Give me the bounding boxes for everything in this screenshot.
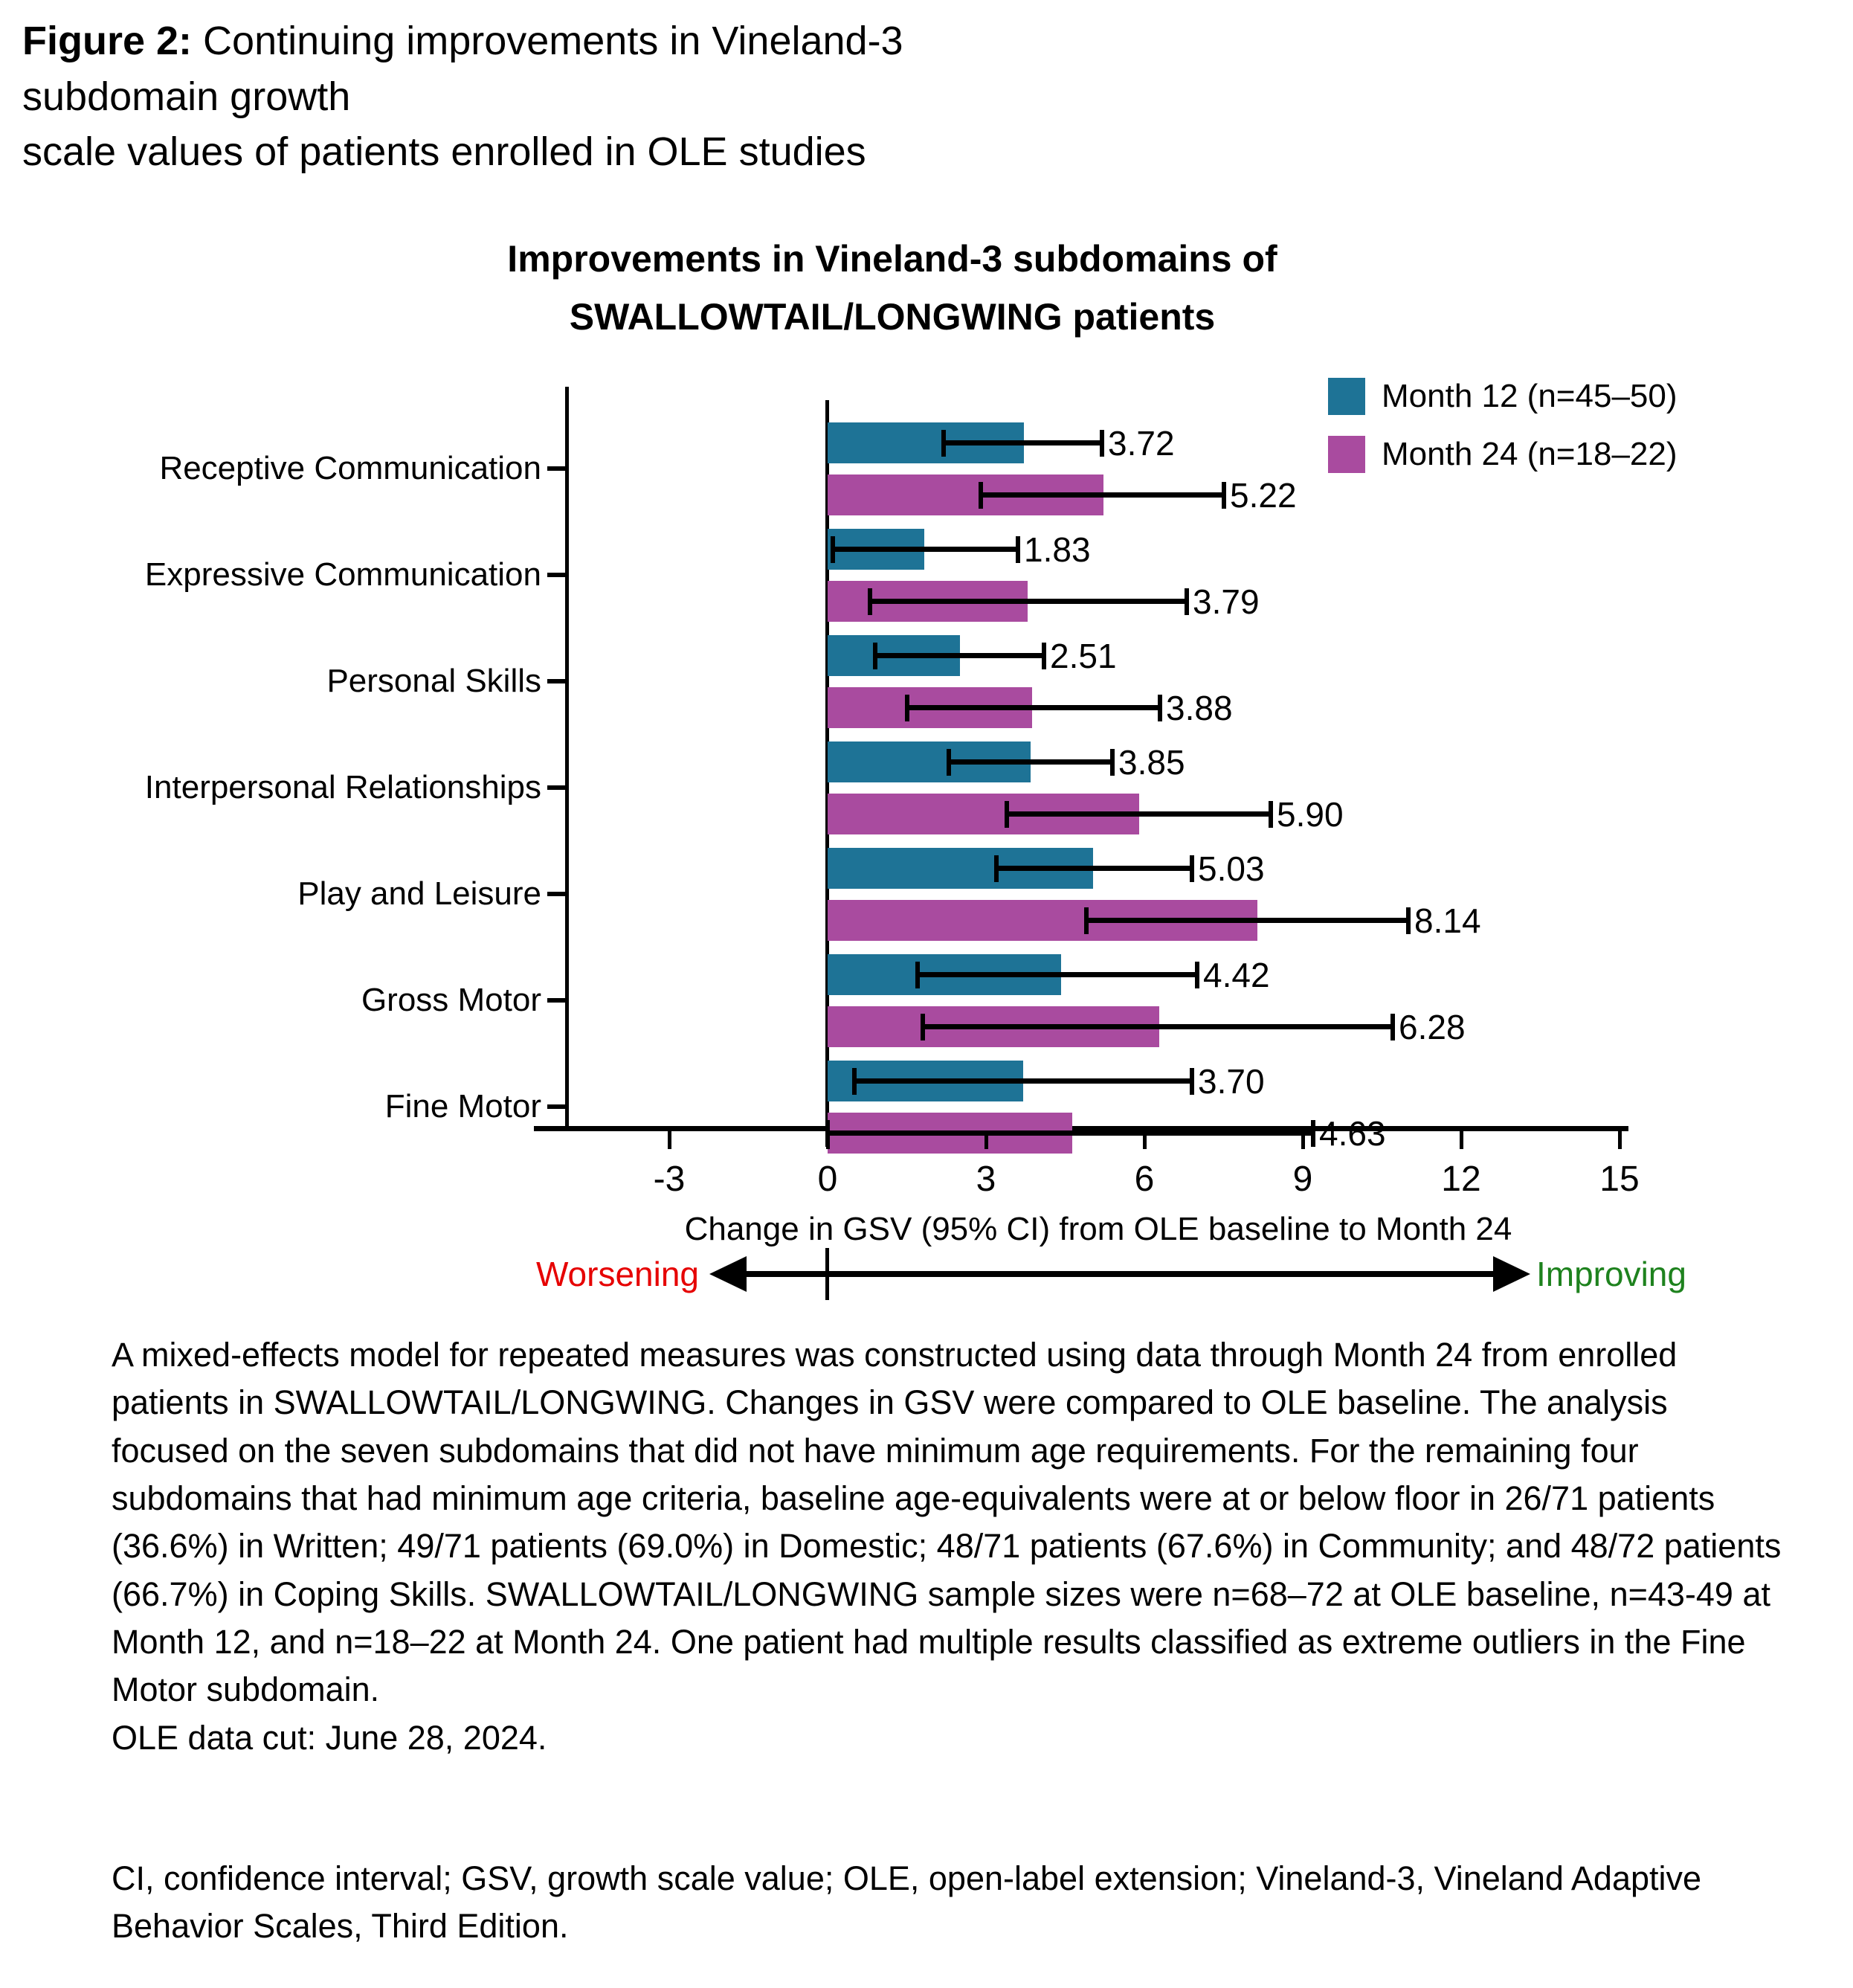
error-bar-cap-high	[1222, 482, 1226, 509]
category-label: Interpersonal Relationships	[144, 769, 541, 805]
footnote-main	[112, 1331, 1785, 1762]
x-axis-tick-label: -3	[653, 1159, 686, 1199]
direction-arrow-line	[745, 1271, 1495, 1277]
error-bar-line	[828, 1130, 1313, 1136]
x-axis-label: Change in GSV (95% CI) from OLE baseline to Month 24	[684, 1211, 1512, 1247]
error-bar-cap-low	[1005, 801, 1009, 828]
error-bar-cap-high	[1110, 749, 1115, 776]
bar-value-label: 3.79	[1193, 582, 1260, 621]
legend-swatch-icon	[1328, 436, 1365, 473]
bar-value-label: 1.83	[1024, 530, 1091, 569]
x-axis-tick	[668, 1131, 671, 1149]
category-tick	[547, 892, 567, 896]
error-bar-cap-high	[1100, 430, 1104, 457]
error-bar-cap-low	[915, 962, 920, 988]
error-bar-cap-high	[1269, 801, 1273, 828]
error-bar-cap-low	[905, 695, 909, 721]
arrow-left-icon	[709, 1256, 747, 1292]
chart-title-line1: Improvements in Vineland-3 subdomains of	[507, 238, 1277, 280]
arrow-right-icon	[1493, 1256, 1530, 1292]
bar-value-label: 2.51	[1050, 636, 1117, 675]
error-bar-line	[833, 547, 1018, 552]
improving-label: Improving	[1536, 1255, 1686, 1293]
bar-value-label: 3.88	[1166, 688, 1233, 727]
error-bar-line	[870, 599, 1187, 604]
error-bar-cap-high	[1195, 962, 1199, 988]
category-label: Receptive Communication	[159, 450, 541, 486]
footnote-main-text: A mixed-effects model for repeated measures was constructed using data through Month 24 from enrolled patients in SWALLOWTAIL/LONGWING. Changes in GSV were compared to OLE baseline. The analysis focused on the seven subdomains that did not have minimum age requirements. For the remaining four subdomains that had minimum age criteria, baseline age-equivalents were at or below floor in 26/71 patients (36.6%) in Written; 49/71 patients (69.0%) in Domestic; 48/71 patients (67.6%) in Community; and 48/72 patients (66.7%) in Coping Skills. SWALLOWTAIL/LONGWING sample sizes were n=68–72 at OLE baseline, n=43-49 at Month 12, and n=18–22 at Month 24. One patient had multiple results classified as extreme outliers in the Fine Motor subdomain.	[112, 1336, 1782, 1709]
error-bar-cap-high	[1390, 1014, 1395, 1040]
arrow-zero-tick	[825, 1248, 829, 1300]
y-axis-line	[565, 387, 569, 1126]
error-bar-line	[923, 1024, 1393, 1029]
error-bar-cap-low	[1084, 907, 1089, 934]
error-bar-line	[854, 1078, 1192, 1084]
x-axis-tick-label: 0	[817, 1159, 838, 1199]
x-axis-tick	[984, 1131, 988, 1149]
category-label: Personal Skills	[326, 663, 541, 699]
x-axis-tick	[1301, 1131, 1305, 1149]
error-bar-cap-high	[1311, 1120, 1315, 1147]
error-bar-cap-high	[1190, 855, 1194, 882]
error-bar-line	[1086, 918, 1408, 923]
category-tick	[547, 785, 567, 790]
legend-swatch-icon	[1328, 378, 1365, 415]
error-bar-cap-high	[1042, 643, 1046, 669]
error-bar-line	[949, 759, 1112, 765]
category-tick	[547, 998, 567, 1003]
error-bar-line	[907, 705, 1161, 710]
legend-label: Month 12 (n=45–50)	[1382, 378, 1678, 414]
bar-value-label: 5.03	[1198, 849, 1265, 888]
error-bar-line	[996, 866, 1192, 871]
error-bar-cap-high	[1185, 588, 1189, 615]
error-bar-cap-low	[994, 855, 999, 882]
bar-value-label: 8.14	[1414, 901, 1481, 940]
error-bar-line	[981, 492, 1224, 498]
error-bar-cap-high	[1406, 907, 1411, 934]
legend-item	[1328, 436, 1678, 473]
legend-label: Month 24 (n=18–22)	[1382, 436, 1678, 472]
error-bar-line	[918, 972, 1197, 977]
figure-title-rest: Continuing improvements in Vineland-3 subdomain growth	[22, 19, 903, 119]
error-bar-cap-high	[1158, 695, 1162, 721]
bar-value-label: 5.90	[1277, 794, 1344, 834]
x-axis-tick	[1143, 1131, 1147, 1149]
error-bar-cap-low	[868, 588, 872, 615]
footnote-data-cut: OLE data cut: June 28, 2024.	[112, 1718, 547, 1757]
chart-title-line2: SWALLOWTAIL/LONGWING patients	[569, 295, 1216, 338]
error-bar-cap-low	[873, 643, 877, 669]
error-bar-cap-low	[979, 482, 983, 509]
figure-label: Figure 2:	[22, 19, 193, 63]
x-axis-tick	[1460, 1131, 1463, 1149]
category-label: Expressive Communication	[144, 556, 541, 593]
legend-item	[1328, 378, 1678, 415]
category-label: Play and Leisure	[297, 875, 541, 912]
error-bar-cap-low	[921, 1014, 925, 1040]
category-label: Gross Motor	[361, 982, 541, 1018]
error-bar-line	[1007, 811, 1271, 817]
error-bar-cap-high	[1190, 1068, 1194, 1095]
category-tick	[547, 1104, 567, 1109]
category-tick	[547, 573, 567, 577]
error-bar-cap-low	[941, 430, 946, 457]
x-axis-tick-label: 15	[1599, 1159, 1640, 1199]
bar-value-label: 4.63	[1319, 1113, 1386, 1153]
category-label: Fine Motor	[384, 1088, 541, 1125]
error-bar-line	[944, 440, 1102, 445]
x-axis-tick-label: 12	[1441, 1159, 1481, 1199]
x-axis-tick	[1618, 1131, 1622, 1149]
category-tick	[547, 679, 567, 683]
bar-value-label: 3.72	[1108, 423, 1175, 463]
error-bar-line	[875, 653, 1044, 658]
x-axis-tick	[826, 1131, 830, 1149]
x-axis-tick-label: 9	[1292, 1159, 1313, 1199]
x-axis-tick-label: 6	[1134, 1159, 1155, 1199]
bar-value-label: 6.28	[1399, 1007, 1466, 1046]
bar-value-label: 5.22	[1230, 475, 1297, 515]
bar-value-label: 3.70	[1198, 1061, 1265, 1101]
bar-value-label: 3.85	[1118, 742, 1185, 782]
error-bar-cap-high	[1016, 536, 1020, 563]
figure-title-line2: scale values of patients enrolled in OLE studies	[22, 129, 866, 175]
error-bar-cap-low	[852, 1068, 857, 1095]
footnote-abbreviations: CI, confidence interval; GSV, growth scale value; OLE, open-label extension; Vineland-3, Vineland Adaptive Behavior Scales, Third Edition.	[112, 1859, 1702, 1946]
error-bar-cap-low	[947, 749, 951, 776]
bar-value-label: 4.42	[1203, 955, 1270, 994]
error-bar-cap-low	[831, 536, 835, 563]
worsening-label: Worsening	[535, 1255, 699, 1293]
category-tick	[547, 466, 567, 471]
chart-legend	[1328, 378, 1678, 494]
x-axis-tick-label: 3	[976, 1159, 996, 1199]
